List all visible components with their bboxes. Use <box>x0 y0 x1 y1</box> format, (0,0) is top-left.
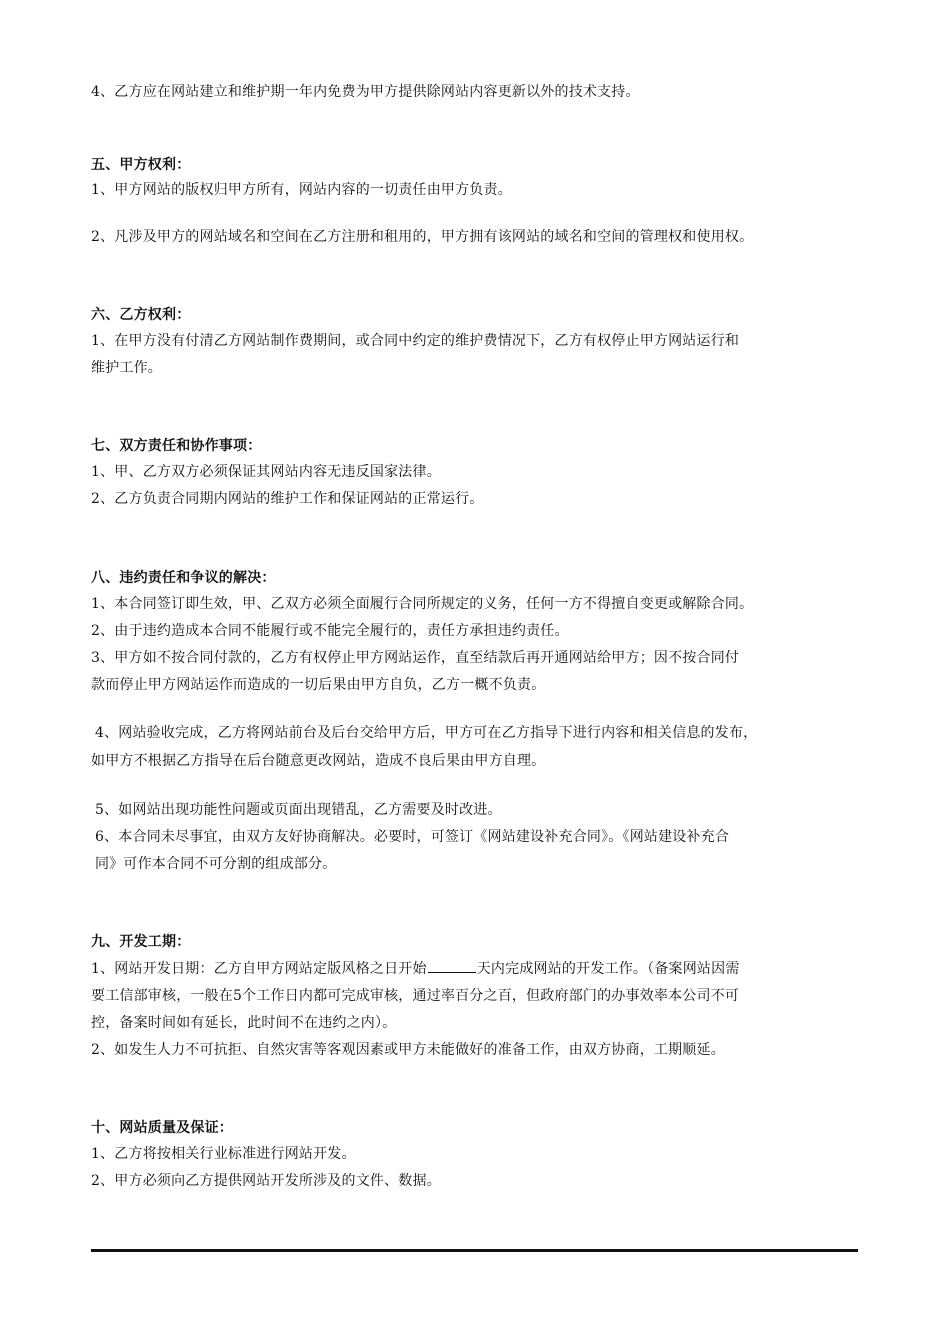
section-8-item-4-line-2: 如甲方不根据乙方指导在后台随意更改网站，造成不良后果由甲方自理。 <box>91 753 546 769</box>
clause-4-text: 4、乙方应在网站建立和维护期一年内免费为甲方提供除网站内容更新以外的技术支持。 <box>91 84 640 100</box>
section-5-item-2: 2、凡涉及甲方的网站域名和空间在乙方注册和租用的，甲方拥有该网站的域名和空间的管理权和使用权。 <box>91 229 754 245</box>
section-8-item-3-line-2: 款而停止甲方网站运作而造成的一切后果由甲方自负，乙方一概不负责。 <box>91 677 546 693</box>
section-8-item-3-line-1: 3、甲方如不按合同付款的，乙方有权停止甲方网站运作，直至结款后再开通网站给甲方；因不按合同付 <box>91 650 740 666</box>
section-7-item-1: 1、甲、乙方双方必须保证其网站内容无违反国家法律。 <box>91 464 441 480</box>
section-9-item-2: 2、如发生人力不可抗拒、自然灾害等客观因素或甲方未能做好的准备工作，由双方协商，工期顺延。 <box>91 1042 725 1058</box>
section-8-item-6-line-1: 6、本合同未尽事宜，由双方友好协商解决。必要时，可签订《网站建设补充合同》。《网站建设补充合 <box>95 829 730 845</box>
section-9-heading: 九、开发工期： <box>91 934 191 950</box>
section-8-item-4-line-1: 4、网站验收完成，乙方将网站前台及后台交给甲方后，甲方可在乙方指导下进行内容和相关信息的发布， <box>95 725 758 741</box>
section-8-item-1: 1、本合同签订即生效，甲、乙双方必须全面履行合同所规定的义务，任何一方不得擅自变更或解除合同。 <box>91 596 754 612</box>
section-8-heading: 八、违约责任和争议的解决： <box>91 570 276 586</box>
section-9-item-1-line-1 <box>91 959 871 979</box>
section-8-item-6-line-2: 同》可作本合同不可分割的组成部分。 <box>95 856 337 872</box>
section-6-heading: 六、乙方权利： <box>91 307 191 323</box>
section-10-item-1: 1、乙方将按相关行业标准进行网站开发。 <box>91 1146 356 1162</box>
section-7-heading: 七、双方责任和协作事项： <box>91 438 262 454</box>
section-5-item-1: 1、甲方网站的版权归甲方所有，网站内容的一切责任由甲方负责。 <box>91 182 512 198</box>
footer-divider <box>91 1249 858 1252</box>
section-9-item-1-line-3: 控，备案时间如有延长，此时间不在违约之内）。 <box>91 1015 397 1031</box>
days-blank-field[interactable] <box>428 960 476 973</box>
section-8-item-5: 5、如网站出现功能性问题或页面出现错乱，乙方需要及时改进。 <box>95 802 502 818</box>
section-9-item-1-prefix: 1、网站开发日期：乙方自甲方网站定版风格之日开始 <box>91 961 427 977</box>
section-10-item-2: 2、甲方必须向乙方提供网站开发所涉及的文件、数据。 <box>91 1173 441 1189</box>
section-6-item-1-line-2: 维护工作。 <box>91 360 162 376</box>
section-10-heading: 十、网站质量及保证： <box>91 1120 233 1136</box>
section-6-item-1-line-1: 1、在甲方没有付清乙方网站制作费期间，或合同中约定的维护费情况下，乙方有权停止甲方网站运行和 <box>91 333 740 349</box>
section-7-item-2: 2、乙方负责合同期内网站的维护工作和保证网站的正常运行。 <box>91 491 484 507</box>
section-9-item-1-line-2: 要工信部审核，一般在5个工作日内都可完成审核，通过率百分之百，但政府部门的办事效率本公司不可 <box>91 988 740 1004</box>
section-8-item-2: 2、由于违约造成本合同不能履行或不能完全履行的，责任方承担违约责任。 <box>91 623 569 639</box>
section-9-item-1-suffix: 天内完成网站的开发工作。（备案网站因需 <box>476 961 740 977</box>
section-5-heading: 五、甲方权利： <box>91 157 191 173</box>
